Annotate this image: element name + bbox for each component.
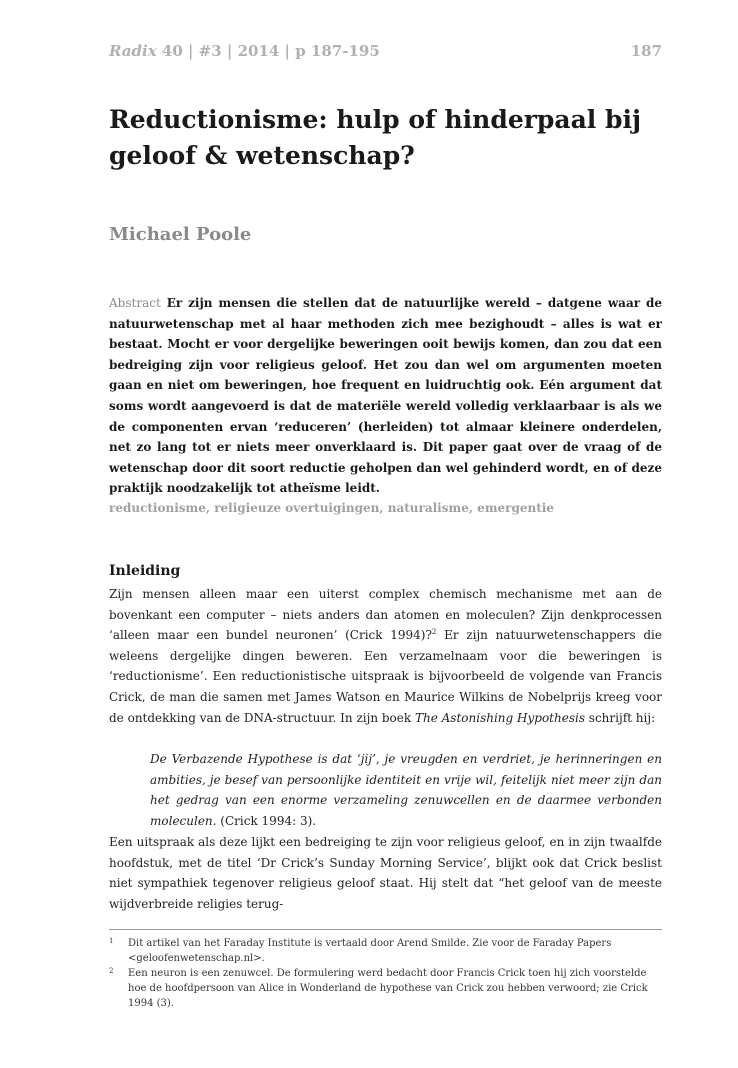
abstract-text: Er zijn mensen die stellen dat de natuurlijke wereld – datgene waar de natuurwetenschap met al haar methoden zich mee bezighoudt – alles is wat er bestaat. Mocht er voor dergelijke beweringen ooit bewijs komen, dan zou dat een bedreiging zijn voor religieus geloof. Het zou dan wel om argumenten moeten gaan en niet om beweringen, hoe frequent en luidruchtig ook. Eén argument dat soms wordt aangevoerd is dat de materiële wereld volledig verklaarbaar is als we de componenten ervan ‘reduceren’ (herleiden) tot almaar kleinere onderdelen, net zo lang tot er niets meer onverklaard is. Dit paper gaat over de vraag of de wetenschap door dit soort reductie geholpen dan wel gehinderd wordt, en of deze praktijk noodzakelijk tot atheïsme leidt.: [109, 296, 663, 496]
page-number: 187: [630, 42, 662, 60]
running-header: [109, 42, 662, 62]
footnote-number: 2: [109, 967, 114, 975]
paragraph-text: Zijn mensen alleen maar een uiterst complex chemisch mechanisme met aan de bovenkant een computer – niets anders dan atomen en moleculen? Zijn denkprocessen ‘alleen maar een bundel neuronen’ (Crick 1994)?: [109, 587, 662, 643]
footnote-number: 1: [109, 937, 114, 945]
keywords: reductionisme, religieuze overtuigingen, naturalisme, emergentie: [109, 501, 554, 515]
footnote-text: Dit artikel van het Faraday Institute is vertaald door Arend Smilde. Zie voor de Faraday Papers <geloofenwetenschap.nl>.: [128, 938, 612, 964]
paragraph-text: schrijft hij:: [584, 710, 656, 725]
footnote-text: Een neuron is een zenuwcel. De formulering werd bedacht door Francis Crick toen hij zich voorstelde hoe de hoofdpersoon van Alice in Wonderland de hypothese van Crick zou hebben verwoord; zie Crick 1994 (3).: [128, 968, 648, 1009]
footnote-reference[interactable]: 2: [431, 628, 437, 637]
journal-citation: 40 | #3 | 2014 | p 187-195: [156, 42, 380, 60]
book-title: The Astonishing Hypothesis: [414, 710, 585, 725]
author-name: Michael Poole: [109, 224, 252, 245]
quote-text: De Verbazende Hypothese is dat ‘jij’, je vreugden en verdriet, je herinneringen en ambities, je besef van persoonlijke identiteit en vrije wil, feitelijk niet meer zijn dan het gedrag van een enorme verzameling zenuwcellen en de daarmee verbonden moleculen.: [150, 752, 662, 828]
paragraph-text: Er zijn natuurwetenschappers die weleens dergelijke dingen beweren. Een verzamelnaam voor die beweringen is ‘reductionisme’. Een reductionistische uitspraak is bijvoorbeeld de volgende van Francis Crick, de man die samen met James Watson en Maurice Wilkins de Nobelprijs kreeg voor de ontdekking van de DNA-structuur. In zijn boek: [109, 628, 662, 725]
article-title: Reductionisme: hulp of hinderpaal bij geloof & wetenschap?: [109, 105, 641, 170]
body-paragraph: [109, 584, 662, 728]
quote-citation: (Crick 1994: 3).: [216, 813, 317, 828]
journal-name: Radix: [109, 42, 157, 60]
abstract: [109, 293, 662, 499]
block-quote: [150, 749, 662, 831]
abstract-label: Abstract: [109, 296, 161, 310]
section-heading: Inleiding: [109, 563, 181, 579]
body-paragraph: Een uitspraak als deze lijkt een bedreiging te zijn voor religieus geloof, en in zijn twaalfde hoofdstuk, met de titel ‘Dr Crick’s Sunday Morning Service’, blijkt ook dat Crick beslist niet sympathiek tegenover religieus geloof staat. Hij stelt dat “het geloof van de meeste wijdverbreide religies terug-: [109, 835, 662, 911]
footnote-divider: [109, 929, 662, 930]
